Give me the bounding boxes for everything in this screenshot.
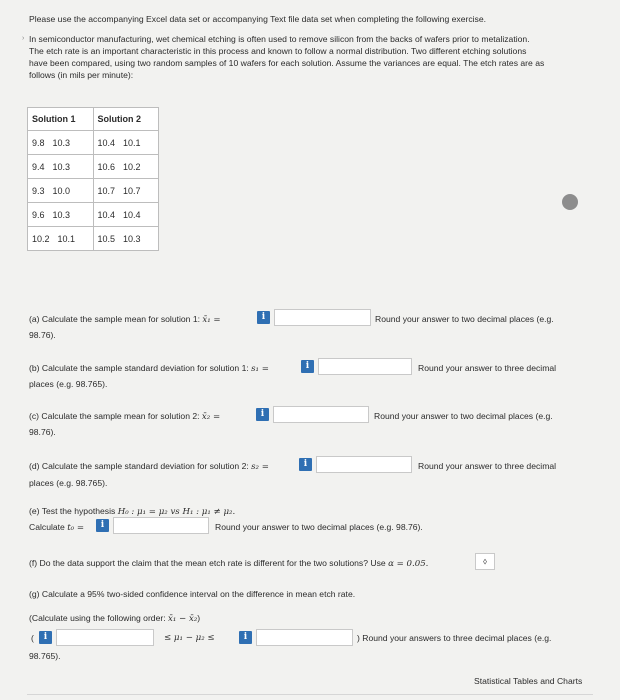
table-cell: 9.6	[32, 209, 45, 220]
table-row	[28, 131, 159, 155]
table-cell: 10.4	[123, 209, 141, 220]
table-cell: 10.3	[52, 161, 71, 172]
paragraph-line: have been compared, using two random samples of 10 wafers for each solution. Assume the variances are equal. The etch rates are as	[29, 58, 545, 68]
table-row	[28, 155, 159, 179]
info-icon[interactable]: i	[256, 408, 269, 421]
question-d-symbol: s₂ =	[251, 462, 269, 472]
interval-middle-inequality: ≤ μ₁ − μ₂ ≤	[164, 633, 215, 643]
paragraph-line: In semiconductor manufacturing, wet chemical etching is often used to remove silicon from the backs of wafers prior to metalization.	[29, 34, 530, 44]
table-cell: 9.3	[32, 185, 45, 196]
question-e-calc	[29, 521, 84, 534]
question-a-hint-cont: 98.76).	[29, 330, 56, 340]
table-cell: 10.2	[123, 161, 141, 172]
question-e-hypothesis: H₀ : μ₁ = μ₂ vs H₁ : μ₁ ≠ μ₂.	[117, 507, 236, 517]
question-a	[29, 313, 221, 326]
interval-open-paren: (	[31, 633, 34, 643]
table-row	[28, 203, 159, 227]
table-cell: 10.1	[123, 137, 141, 148]
question-c-hint-cont: 98.76).	[29, 427, 56, 437]
table-cell: 10.2	[32, 233, 50, 244]
question-b-hint-cont: places (e.g. 98.765).	[29, 379, 108, 389]
question-b-hint: Round your answer to three decimal	[418, 363, 557, 373]
paragraph-line: The etch rate is an important characteristic in this process and known to follow a normal distribution. Two different etching solutions	[29, 46, 527, 56]
answer-f-select[interactable]	[475, 553, 495, 570]
question-g-hint: ) Round your answers to three decimal places (e.g.	[357, 633, 552, 643]
question-g-order	[29, 612, 200, 625]
bullet-caret-icon: ›	[22, 35, 25, 42]
paragraph-line: follows (in mils per minute):	[29, 70, 134, 80]
table-header-solution-2: Solution 2	[93, 108, 159, 131]
table-cell: 10.1	[57, 233, 76, 244]
question-e-calc-text: Calculate	[29, 522, 68, 532]
question-c	[29, 410, 220, 423]
table-cell: 10.3	[52, 137, 71, 148]
question-c-hint: Round your answer to two decimal places (e.g.	[374, 411, 553, 421]
table-cell: 10.4	[97, 137, 116, 148]
question-e-text: (e) Test the hypothesis	[29, 506, 118, 516]
question-b-symbol: s₁ =	[251, 364, 269, 374]
question-g-order-symbol: x̄₁ − x̄₂	[168, 614, 198, 624]
info-icon[interactable]: i	[299, 458, 312, 471]
question-d-hint: Round your answer to three decimal	[418, 461, 557, 471]
chevron-updown-icon: ⬨	[482, 556, 488, 566]
info-icon[interactable]: i	[96, 519, 109, 532]
question-d	[29, 460, 269, 473]
question-e-calc-symbol: t₀ =	[67, 523, 85, 533]
question-f-text: (f) Do the data support the claim that the mean etch rate is different for the two solutions? Use	[29, 558, 389, 568]
info-icon[interactable]: i	[257, 311, 270, 324]
question-c-text: (c) Calculate the sample mean for solution 2:	[29, 411, 202, 421]
question-b	[29, 362, 269, 375]
table-cell: 9.8	[32, 137, 45, 148]
table-row	[28, 179, 159, 203]
question-d-text: (d) Calculate the sample standard deviation for solution 2:	[29, 461, 252, 471]
table-cell: 10.7	[123, 185, 141, 196]
question-c-symbol: x̄₂ =	[201, 412, 221, 422]
table-cell: 10.7	[97, 185, 116, 196]
question-f	[29, 557, 428, 570]
answer-e-input[interactable]	[113, 517, 209, 534]
answer-g-lower-input[interactable]	[56, 629, 154, 646]
etch-rate-table	[27, 107, 159, 251]
table-cell: 10.3	[123, 233, 141, 244]
question-g-text: (g) Calculate a 95% two-sided confidence interval on the difference in mean etch rate.	[29, 589, 356, 599]
question-b-text: (b) Calculate the sample standard deviation for solution 1:	[29, 363, 252, 373]
answer-d-input[interactable]	[316, 456, 412, 473]
statistical-tables-link[interactable]: Statistical Tables and Charts	[474, 676, 583, 686]
instruction-text: Please use the accompanying Excel data set or accompanying Text file data set when completing the following exercise.	[29, 14, 486, 24]
question-a-hint: Round your answer to two decimal places (e.g.	[375, 314, 554, 324]
info-icon[interactable]: i	[301, 360, 314, 373]
table-cell: 10.0	[52, 185, 71, 196]
info-icon[interactable]: i	[239, 631, 252, 644]
table-cell: 9.4	[32, 161, 45, 172]
question-g-order-close: )	[197, 613, 201, 623]
question-a-text: (a) Calculate the sample mean for solution 1:	[29, 314, 203, 324]
table-cell: 10.3	[52, 209, 71, 220]
question-g-order-text: (Calculate using the following order:	[29, 613, 169, 623]
question-g-hint-cont: 98.765).	[29, 651, 61, 661]
status-dot-icon	[562, 194, 578, 210]
info-icon[interactable]: i	[39, 631, 52, 644]
answer-c-input[interactable]	[273, 406, 369, 423]
answer-g-upper-input[interactable]	[256, 629, 353, 646]
table-cell: 10.5	[97, 233, 116, 244]
bottom-divider	[27, 694, 593, 695]
table-cell: 10.4	[97, 209, 116, 220]
answer-b-input[interactable]	[318, 358, 412, 375]
question-a-symbol: x̄₁ =	[202, 315, 221, 325]
table-header-solution-1: Solution 1	[28, 108, 94, 131]
table-cell: 10.6	[97, 161, 116, 172]
question-d-hint-cont: places (e.g. 98.765).	[29, 478, 108, 488]
problem-paragraph	[29, 33, 609, 81]
question-e-hint: Round your answer to two decimal places (e.g. 98.76).	[215, 522, 423, 532]
answer-a-input[interactable]	[274, 309, 371, 326]
table-row	[28, 227, 159, 251]
question-f-alpha: α = 0.05.	[388, 559, 429, 569]
